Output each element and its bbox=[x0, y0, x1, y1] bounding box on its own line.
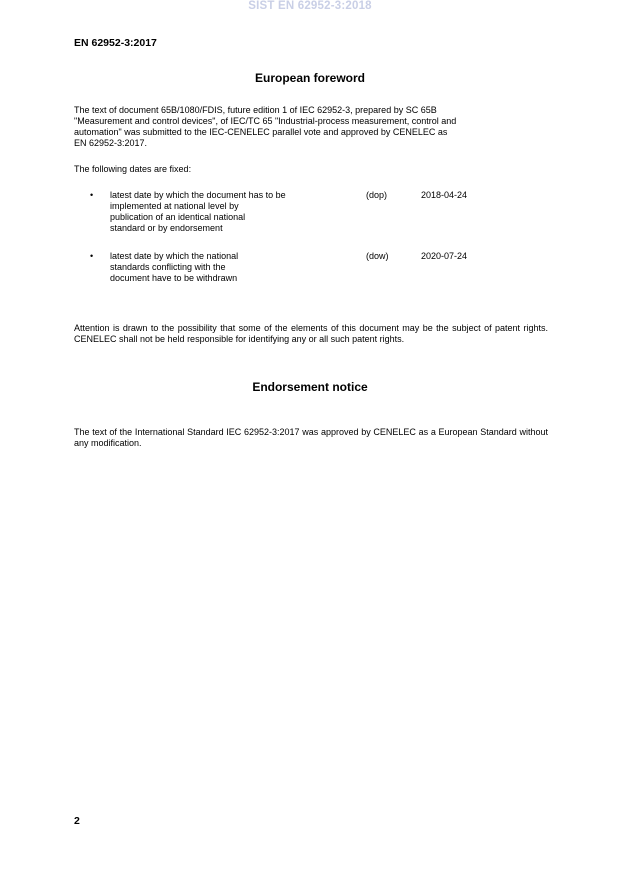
date-item-line: latest date by which the document has to be bbox=[110, 190, 286, 200]
document-id: EN 62952-3:2017 bbox=[74, 37, 157, 49]
date-item-dow bbox=[74, 251, 548, 285]
foreword-title: European foreword bbox=[254, 71, 365, 85]
date-item-description bbox=[110, 190, 324, 234]
date-code: (dop) bbox=[366, 190, 388, 200]
date-item-line: document have to be withdrawn bbox=[110, 273, 238, 283]
date-item-line: standards conflicting with the bbox=[110, 262, 226, 272]
dates-intro: The following dates are fixed: bbox=[74, 164, 192, 174]
date-item-dop bbox=[74, 190, 548, 236]
date-item-line: standard or by endorsement bbox=[110, 223, 223, 233]
date-item-description bbox=[110, 251, 324, 284]
foreword-intro-line: The text of document 65B/1080/FDIS, future edition 1 of IEC 62952-3, prepared by SC 65B bbox=[74, 105, 437, 115]
date-item-line: implemented at national level by bbox=[110, 201, 239, 211]
date-item-line: publication of an identical national bbox=[110, 212, 246, 222]
foreword-intro bbox=[74, 105, 548, 149]
date-value: 2020-07-24 bbox=[421, 251, 468, 261]
date-code: (dow) bbox=[366, 251, 389, 261]
page-number: 2 bbox=[74, 815, 80, 827]
foreword-intro-line: EN 62952-3:2017. bbox=[74, 138, 148, 148]
bullet-icon: • bbox=[90, 190, 94, 200]
watermark: SIST EN 62952-3:2018 bbox=[248, 0, 372, 12]
date-item-line: latest date by which the national bbox=[110, 251, 239, 261]
foreword-intro-line: automation" was submitted to the IEC-CENELEC parallel vote and approved by CENELEC as bbox=[74, 127, 448, 137]
endorsement-title: Endorsement notice bbox=[252, 380, 368, 394]
foreword-intro-line: "Measurement and control devices", of IEC/TC 65 "Industrial-process measurement, control and bbox=[74, 116, 457, 126]
bullet-icon: • bbox=[90, 251, 94, 261]
patent-notice: Attention is drawn to the possibility that some of the elements of this document may be the subject of patent rights. CENELEC shall not be held responsible for identifying any or all such patent rights. bbox=[74, 323, 548, 344]
date-value: 2018-04-24 bbox=[421, 190, 468, 200]
endorsement-text: The text of the International Standard IEC 62952-3:2017 was approved by CENELEC as a European Standard without any modification. bbox=[74, 427, 548, 448]
